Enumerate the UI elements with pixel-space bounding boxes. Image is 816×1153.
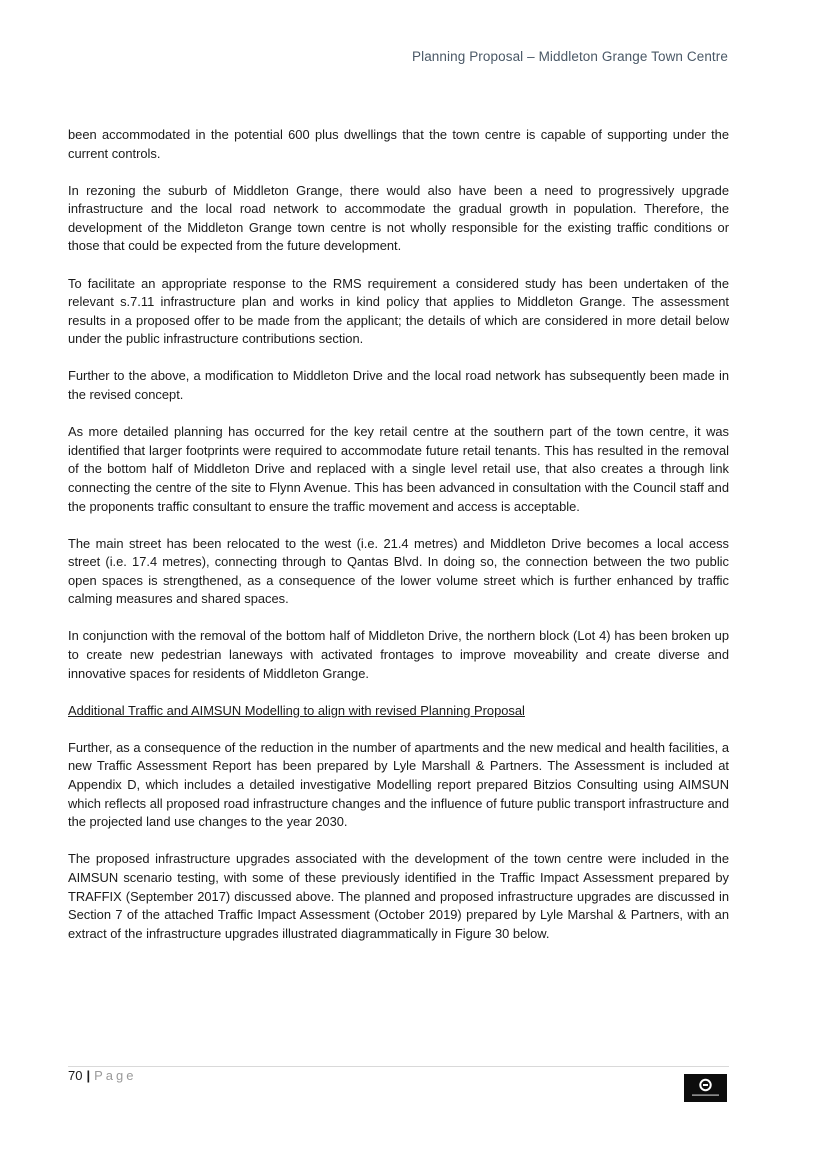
paragraph: Further, as a consequence of the reduction in the number of apartments and the new medical and health facilities, a new Traffic Assessment Report has been prepared by Lyle Marshall & Partners. The Assessment is included at Appendix D, which includes a detailed investigative Modelling report prepared Bitzios Consulting using AIMSUN which reflects all proposed road infrastructure changes and the influence of future public transport infrastructure and the projected land use changes to the year 2030. <box>68 739 729 830</box>
body-content <box>68 126 729 962</box>
page-number: 70 <box>68 1068 83 1083</box>
page-separator: | <box>86 1068 91 1083</box>
company-logo <box>684 1074 727 1102</box>
page-header-title: Planning Proposal – Middleton Grange Town Centre <box>412 49 728 64</box>
paragraph: In conjunction with the removal of the bottom half of Middleton Drive, the northern block (Lot 4) has been broken up to create new pedestrian laneways with activated frontages to improve moveability and create diverse and innovative spaces for residents of Middleton Grange. <box>68 628 729 681</box>
footer-divider <box>68 1066 729 1067</box>
paragraph: Further to the above, a modification to Middleton Drive and the local road network has subsequently been made in the revised concept. <box>68 368 729 403</box>
paragraph: As more detailed planning has occurred for the key retail centre at the southern part of the town centre, it was identified that larger footprints were required to accommodate future retail tenants. This has resulted in the removal of the bottom half of Middleton Drive and replaced with a single level retail use, that also creates a through link connecting the centre of the site to Flynn Avenue. This has been advanced in consultation with the Council staff and the proponents traffic consultant to ensure the traffic movement and access is acceptable. <box>68 424 729 514</box>
paragraph: The main street has been relocated to the west (i.e. 21.4 metres) and Middleton Drive becomes a local access street (i.e. 17.4 metres), connecting through to Qantas Blvd. In doing so, the connection between the two public open spaces is strengthened, as a consequence of the lower volume street which is further enhanced by traffic calming measures and shared spaces. <box>68 535 729 607</box>
page-label: Page <box>94 1068 137 1083</box>
paragraph: The proposed infrastructure upgrades associated with the development of the town centre were included in the AIMSUN scenario testing, with some of these previously identified in the Traffic Impact Assessment prepared by TRAFFIX (September 2017) discussed above. The planned and proposed infrastructure upgrades are discussed in Section 7 of the attached Traffic Impact Assessment (October 2019) prepared by Lyle Marshal & Partners, with an extract of the infrastructure upgrades illustrated diagrammatically in Figure 30 below. <box>68 851 729 941</box>
section-heading: Additional Traffic and AIMSUN Modelling to align with revised Planning Proposal <box>68 702 525 718</box>
page-number-footer <box>68 1068 136 1083</box>
paragraph: In rezoning the suburb of Middleton Grange, there would also have been a need to progressively upgrade infrastructure and the local road network to accommodate the gradual growth in population. Therefore, the development of the Middleton Grange town centre is not wholly responsible for the existing traffic conditions or those that could be expected from the future development. <box>68 182 729 254</box>
paragraph: To facilitate an appropriate response to the RMS requirement a considered study has been undertaken of the relevant s.7.11 infrastructure plan and works in kind policy that applies to Middleton Grange. The assessment results in a proposed offer to be made from the applicant; the details of which are considered in more detail below under the public infrastructure contributions section. <box>68 275 729 347</box>
paragraph: been accommodated in the potential 600 plus dwellings that the town centre is capable of supporting under the current controls. <box>68 127 729 161</box>
logo-mark-icon <box>684 1074 727 1102</box>
